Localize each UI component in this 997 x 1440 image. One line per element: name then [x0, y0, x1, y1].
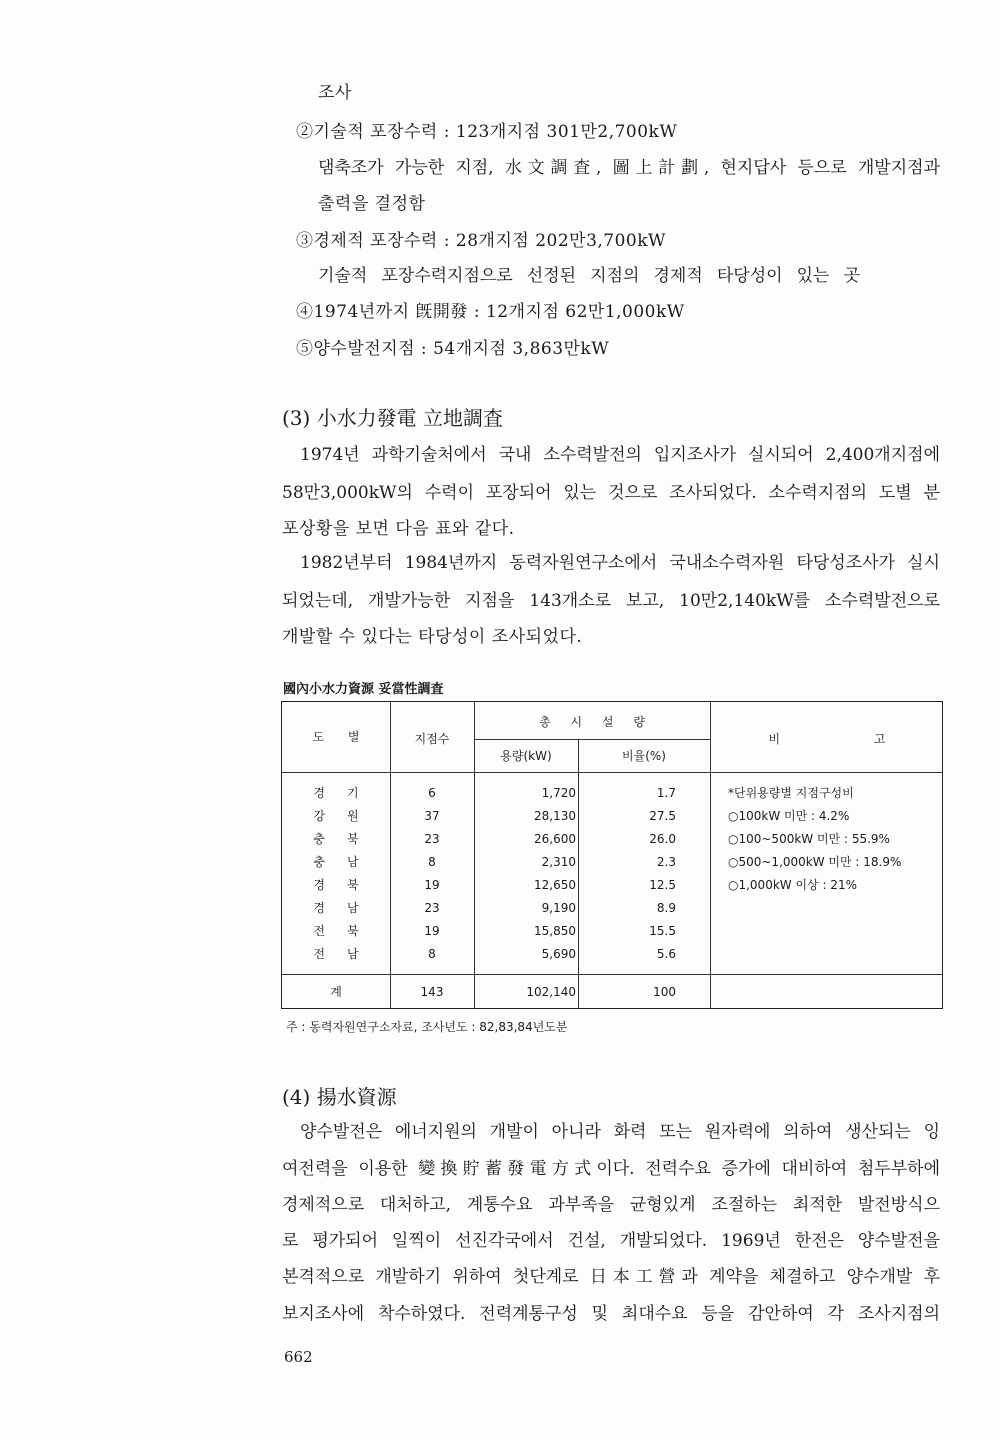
cell-region: 전북 — [313, 924, 381, 938]
cell-capacity: 26,600 — [534, 832, 576, 846]
cell-capacity: 15,850 — [534, 924, 576, 938]
total-ratio: 100 — [653, 985, 676, 999]
text-line: 댐축조가 가능한 지점, 水文調査, 圖上計劃, 현지답사 등으로 개발지점과 — [318, 158, 940, 178]
total-capacity: 102,140 — [526, 985, 576, 999]
remark-title: *단위용량별 지점구성비 — [728, 786, 854, 800]
cell-ratio: 8.9 — [656, 901, 676, 915]
cell-region: 강원 — [313, 809, 381, 823]
paragraph-line: 경제적으로 대처하고, 계통수요 과부족을 균형있게 조절하는 최적한 발전방식으 — [282, 1195, 940, 1215]
paragraph-line: 개발할 수 있다는 타당성이 조사되었다. — [282, 627, 583, 647]
cell-capacity: 5,690 — [541, 947, 576, 961]
cell-ratio: 26.0 — [649, 832, 676, 846]
paragraph-line: 로 평가되어 일찍이 선진각국에서 건설, 개발되었다. 1969년 한전은 양수발전을 — [282, 1231, 940, 1251]
cell-count: 8 — [428, 947, 436, 961]
list-item-economic: ③경제적 포장수력 : 28개지점 202만3,700kW — [296, 231, 667, 251]
cell-count: 37 — [424, 809, 440, 823]
total-count: 143 — [420, 985, 444, 999]
text-line: 출력을 결정함 — [318, 194, 426, 214]
table-note: 주 : 동력자원연구소자료, 조사년도 : 82,83,84년도분 — [286, 1020, 568, 1034]
text-line: 조사 — [318, 83, 352, 103]
paragraph-line: 되었는데, 개발가능한 지점을 143개소로 보고, 10만2,140kW를 소수력발전으로 — [282, 591, 940, 611]
cell-count: 19 — [424, 924, 440, 938]
paragraph-line: 보지조사에 착수하였다. 전력계통구성 및 최대수요 등을 감안하여 각 조사지점의 — [282, 1304, 940, 1324]
page-number: 662 — [284, 1348, 313, 1366]
cell-ratio: 1.7 — [656, 786, 676, 800]
remark-item: ○100~500kW 미만 : 55.9% — [728, 832, 890, 846]
header-count: 지점수 — [414, 732, 450, 746]
cell-capacity: 2,310 — [541, 855, 576, 869]
cell-ratio: 27.5 — [649, 809, 676, 823]
cell-capacity: 1,720 — [541, 786, 576, 800]
cell-region: 충북 — [313, 832, 381, 846]
cell-capacity: 12,650 — [534, 878, 576, 892]
list-item-developed: ④1974년까지 旣開發 : 12개지점 62만1,000kW — [296, 302, 685, 322]
header-ratio: 비율(%) — [622, 749, 666, 763]
section-heading-4: (4) 揚水資源 — [282, 1085, 397, 1109]
remark-item: ○1,000kW 이상 : 21% — [728, 878, 857, 892]
cell-region: 경기 — [313, 786, 381, 800]
paragraph-line: 1974년 과학기술처에서 국내 소수력발전의 입지조사가 실시되어 2,400개지점에 — [300, 445, 940, 465]
paragraph-line: 포상황을 보면 다음 표와 같다. — [282, 519, 515, 539]
header-capacity: 용량(kW) — [500, 749, 552, 763]
cell-region: 전남 — [313, 947, 381, 961]
cell-region: 경북 — [313, 878, 381, 892]
cell-ratio: 2.3 — [656, 855, 676, 869]
cell-ratio: 5.6 — [656, 947, 676, 961]
cell-count: 8 — [428, 855, 436, 869]
remark-item: ○100kW 미만 : 4.2% — [728, 809, 850, 823]
cell-count: 23 — [424, 901, 440, 915]
cell-region: 충남 — [313, 855, 381, 869]
cell-count: 19 — [424, 878, 440, 892]
text-line: 기술적 포장수력지점으로 선정된 지점의 경제적 타당성이 있는 곳 — [318, 266, 860, 286]
cell-capacity: 28,130 — [534, 809, 576, 823]
cell-capacity: 9,190 — [541, 901, 576, 915]
paragraph-line: 1982년부터 1984년까지 동력자원연구소에서 국내소수력자원 타당성조사가 실시 — [300, 553, 940, 573]
header-total: 총 시 설 량 — [539, 715, 653, 729]
cell-region: 경남 — [313, 901, 381, 915]
cell-count: 23 — [424, 832, 440, 846]
paragraph-line: 본격적으로 개발하기 위하여 첫단계로 日本工營과 계약을 체결하고 양수개발 후 — [282, 1267, 940, 1287]
header-remarks: 비 고 — [768, 732, 886, 746]
total-label: 계 — [330, 985, 342, 999]
cell-ratio: 15.5 — [649, 924, 676, 938]
list-item-pumped: ⑤양수발전지점 : 54개지점 3,863만kW — [296, 339, 610, 359]
paragraph-line: 여전력을 이용한 變換貯蓄發電方式이다. 전력수요 증가에 대비하여 첨두부하에 — [282, 1159, 940, 1179]
header-region: 도 별 — [312, 730, 370, 744]
remark-item: ○500~1,000kW 미만 : 18.9% — [728, 855, 902, 869]
cell-count: 6 — [428, 786, 436, 800]
paragraph-line: 58만3,000kW의 수력이 포장되어 있는 것으로 조사되었다. 소수력지점의 도별 분 — [282, 483, 940, 503]
data-table — [281, 701, 943, 1009]
section-heading-3: (3) 小水力發電 立地調査 — [282, 406, 504, 430]
list-item-technical: ②기술적 포장수력 : 123개지점 301만2,700kW — [296, 122, 678, 142]
cell-ratio: 12.5 — [649, 878, 676, 892]
table-caption: 國內小水力資源 妥當性調査 — [283, 682, 444, 697]
paragraph-line: 양수발전은 에너지원의 개발이 아니라 화력 또는 원자력에 의하여 생산되는 잉 — [300, 1122, 940, 1142]
